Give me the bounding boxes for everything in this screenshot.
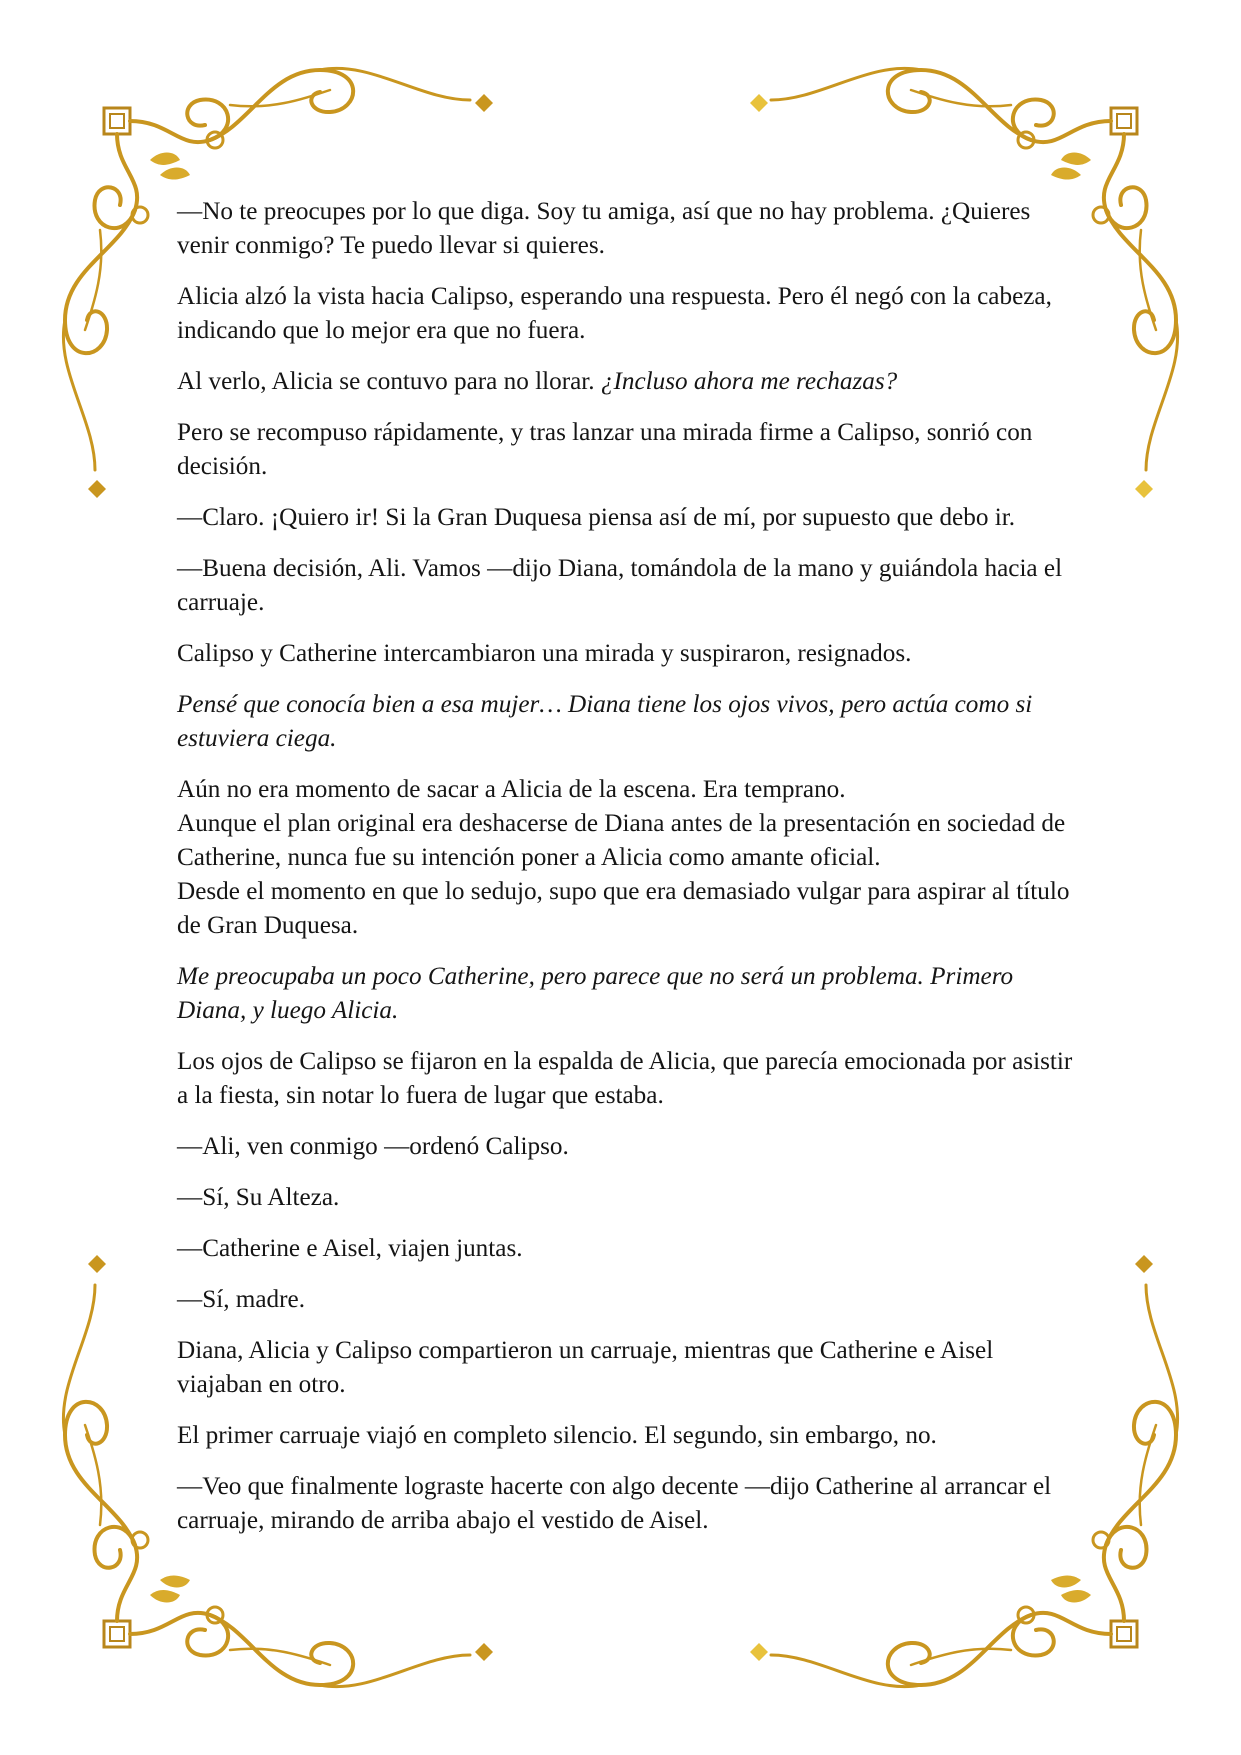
paragraph	[177, 875, 1077, 943]
paragraph-italic-thought: Pensé que conocía bien a esa mujer… Diana tiene los ojos vivos, pero actúa como si estuviera ciega.	[177, 691, 1033, 752]
paragraph	[177, 1130, 1077, 1164]
paragraph-text: El primer carruaje viajó en completo silencio. El segundo, sin embargo, no.	[177, 1422, 937, 1449]
paragraph-text: —Ali, ven conmigo —ordenó Calipso.	[177, 1133, 569, 1160]
paragraph	[177, 416, 1077, 484]
paragraph-text: Los ojos de Calipso se fijaron en la espalda de Alicia, que parecía emocionada por asistir a la fiesta, sin notar lo fuera de lugar que estaba.	[177, 1048, 1073, 1109]
paragraph-text: Alicia alzó la vista hacia Calipso, esperando una respuesta. Pero él negó con la cabeza, indicando que lo mejor era que no fuera.	[177, 283, 1052, 344]
paragraph-text: —No te preocupes por lo que diga. Soy tu amiga, así que no hay problema. ¿Quieres venir conmigo? Te puedo llevar si quieres.	[177, 198, 1031, 259]
paragraph	[177, 807, 1077, 875]
paragraph-italic-thought: ¿Incluso ahora me rechazas?	[600, 368, 898, 395]
paragraph	[177, 501, 1077, 535]
left-rail	[88, 480, 106, 1273]
paragraph	[177, 688, 1077, 756]
paragraph	[177, 1283, 1077, 1317]
paragraph	[177, 195, 1077, 263]
paragraph	[177, 552, 1077, 620]
paragraph-text: Calipso y Catherine intercambiaron una mirada y suspiraron, resignados.	[177, 640, 912, 667]
paragraph-text: Al verlo, Alicia se contuvo para no llorar.	[177, 368, 601, 395]
paragraph-text: —Sí, Su Alteza.	[177, 1184, 340, 1211]
paragraph	[177, 960, 1077, 1028]
paragraph-text: Aún no era momento de sacar a Alicia de la escena. Era temprano.	[177, 776, 846, 803]
paragraph	[177, 1334, 1077, 1402]
paragraph-italic-thought: Me preocupaba un poco Catherine, pero parece que no será un problema. Primero Diana, y luego Alicia.	[177, 963, 1014, 1024]
paragraph-text: —Catherine e Aisel, viajen juntas.	[177, 1235, 523, 1262]
paragraph-text: Pero se recompuso rápidamente, y tras lanzar una mirada firme a Calipso, sonrió con decisión.	[177, 419, 1033, 480]
paragraph-text: —Veo que finalmente lograste hacerte con algo decente —dijo Catherine al arrancar el carruaje, mirando de arriba abajo el vestido de Aisel.	[177, 1473, 1052, 1534]
paragraph-text: —Sí, madre.	[177, 1286, 306, 1313]
paragraph	[177, 1232, 1077, 1266]
story-text	[177, 195, 1077, 1555]
paragraph-text: Desde el momento en que lo sedujo, supo que era demasiado vulgar para aspirar al título de Gran Duquesa.	[177, 878, 1070, 939]
paragraph	[177, 773, 1077, 807]
paragraph	[177, 1419, 1077, 1453]
bottom-rail	[475, 1643, 768, 1661]
paragraph	[177, 1470, 1077, 1538]
paragraph	[177, 1045, 1077, 1113]
paragraph	[177, 637, 1077, 671]
paragraph	[177, 280, 1077, 348]
paragraph-text: —Claro. ¡Quiero ir! Si la Gran Duquesa piensa así de mí, por supuesto que debo ir.	[177, 504, 1016, 531]
right-rail	[1135, 480, 1153, 1273]
paragraph	[177, 365, 1077, 399]
top-rail	[475, 94, 768, 112]
paragraph	[177, 1181, 1077, 1215]
paragraph-text: Diana, Alicia y Calipso compartieron un carruaje, mientras que Catherine e Aisel viajaban en otro.	[177, 1337, 994, 1398]
paragraph-text: —Buena decisión, Ali. Vamos —dijo Diana, tomándola de la mano y guiándola hacia el carruaje.	[177, 555, 1063, 616]
paragraph-text: Aunque el plan original era deshacerse de Diana antes de la presentación en sociedad de Catherine, nunca fue su intención poner a Alicia como amante oficial.	[177, 810, 1066, 871]
